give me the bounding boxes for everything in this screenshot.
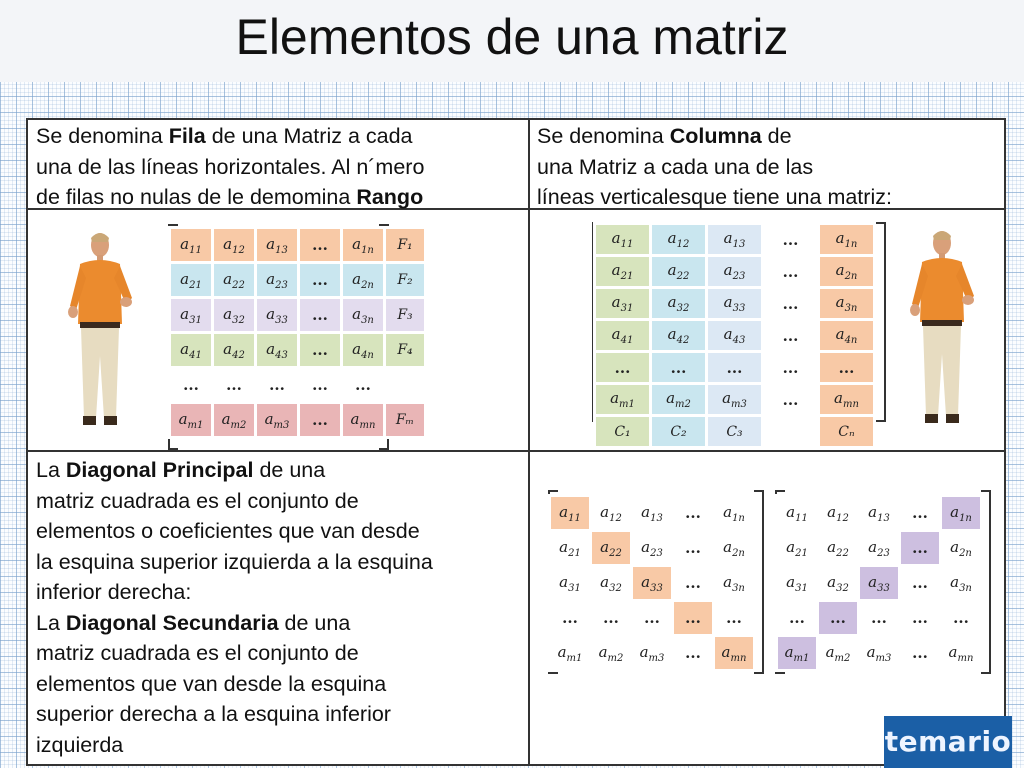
matrix-row-2	[171, 264, 424, 296]
col-matrix-row-2	[596, 257, 873, 286]
element-a11: $a_{11}$	[180, 234, 202, 256]
columna-line-3: líneas verticalesque tiene una matriz:	[537, 185, 892, 209]
element-a1n: $a_{1n}$	[820, 225, 873, 254]
element-a22: $a_{22}$	[827, 537, 849, 559]
ellipsis: ...	[312, 271, 328, 289]
element-a2n: $a_{2n}$	[723, 537, 745, 559]
ellipsis: ...	[782, 294, 799, 313]
element-a31: $a_{31}$	[596, 289, 649, 318]
element-a31: $a_{31}$	[786, 572, 808, 594]
diagonal-line-6: La Diagonal Secundaria de una	[36, 610, 351, 635]
element-am1: $a_{m1}$	[596, 385, 649, 414]
sd-row-3	[778, 567, 980, 599]
secondary-diagonal-ellipsis: ...	[901, 532, 939, 564]
ellipsis: ...	[312, 411, 328, 429]
diagonal-line-10: izquierda	[36, 732, 124, 757]
element-a3n: $a_{3n}$	[820, 289, 873, 318]
fila-line-1: Se denomina Fila de una Matriz a cada	[36, 124, 413, 148]
md-row-1	[551, 497, 753, 529]
element-a41: $a_{41}$	[180, 339, 202, 361]
col-matrix-row-1	[596, 225, 873, 254]
column-label-c2: C₂	[652, 417, 705, 446]
matrix-rows	[168, 226, 427, 439]
ellipsis: ...	[782, 390, 799, 409]
sd-row-1	[778, 497, 980, 529]
ellipsis: ...	[685, 574, 701, 592]
element-am3: $a_{m3}$	[639, 642, 665, 664]
element-a21: $a_{21}$	[559, 537, 581, 559]
ellipsis: ...	[685, 644, 701, 662]
element-a42: $a_{42}$	[223, 339, 245, 361]
row-label-f2: F₂	[397, 272, 413, 288]
ellipsis: ...	[726, 609, 742, 627]
element-a23: $a_{23}$	[266, 269, 288, 291]
element-a13: $a_{13}$	[641, 502, 663, 524]
element-a12: $a_{12}$	[600, 502, 622, 524]
columna-definition	[537, 121, 892, 213]
md-row-dots	[551, 602, 753, 634]
element-a1n: $a_{1n}$	[723, 502, 745, 524]
diagonal-line-2: matriz cuadrada es el conjunto de	[36, 488, 359, 513]
presenter-figure-right	[906, 226, 978, 436]
element-a2n: $a_{2n}$	[950, 537, 972, 559]
element-a4n: $a_{4n}$	[352, 339, 374, 361]
element-a3n: $a_{3n}$	[950, 572, 972, 594]
element-a31: $a_{31}$	[180, 304, 202, 326]
ellipsis: ...	[652, 353, 705, 382]
element-am2: $a_{m2}$	[221, 409, 247, 431]
element-a23: $a_{23}$	[868, 537, 890, 559]
element-a13: $a_{13}$	[266, 234, 288, 256]
row-label-fm: Fₘ	[395, 412, 415, 428]
ellipsis: ...	[603, 609, 619, 627]
md-row-2	[551, 532, 753, 564]
element-a12: $a_{12}$	[223, 234, 245, 256]
diagonal-line-3: elementos o coeficientes que van desde	[36, 519, 420, 543]
element-a3n: $a_{3n}$	[352, 304, 374, 326]
diagonal-line-1: La Diagonal Principal de una	[36, 458, 326, 482]
sd-row-dots	[778, 602, 980, 634]
ellipsis: ...	[782, 326, 799, 345]
diagonal-element-a11: $a_{11}$	[551, 497, 589, 529]
ellipsis: ...	[685, 504, 701, 522]
presenter-figure-left	[64, 228, 136, 438]
secondary-diagonal-element-a33: $a_{33}$	[860, 567, 898, 599]
diagonal-ellipsis: ...	[674, 602, 712, 634]
ellipsis: ...	[708, 353, 761, 382]
sd-row-m	[778, 637, 980, 669]
element-a41: $a_{41}$	[596, 321, 649, 350]
element-a32: $a_{32}$	[827, 572, 849, 594]
ellipsis: ...	[782, 230, 799, 249]
ellipsis: ...	[644, 609, 660, 627]
element-am1: $a_{m1}$	[178, 409, 204, 431]
matrix-row-3	[171, 299, 424, 331]
element-am2: $a_{m2}$	[598, 642, 624, 664]
element-a43: $a_{43}$	[266, 339, 288, 361]
matrix-row-4	[171, 334, 424, 366]
col-matrix-row-dots	[596, 353, 873, 382]
ellipsis: ...	[312, 376, 328, 394]
element-a11: $a_{11}$	[596, 225, 649, 254]
element-a23: $a_{23}$	[641, 537, 663, 559]
element-amn: $a_{mn}$	[350, 409, 376, 431]
sd-row-2	[778, 532, 980, 564]
element-am3: $a_{m3}$	[264, 409, 290, 431]
ellipsis: ...	[782, 358, 799, 377]
matrix-secondary-diagonal	[775, 494, 983, 672]
ellipsis: ...	[685, 539, 701, 557]
element-a13: $a_{13}$	[868, 502, 890, 524]
element-am1: $a_{m1}$	[557, 642, 583, 664]
element-a21: $a_{21}$	[786, 537, 808, 559]
row-label-empty	[386, 369, 424, 401]
diagonal-element-amn: $a_{mn}$	[715, 637, 753, 669]
md-row-m	[551, 637, 753, 669]
table-row-divider-2	[26, 450, 1006, 452]
col-matrix-labels	[596, 417, 873, 446]
element-a32: $a_{32}$	[223, 304, 245, 326]
element-amn: $a_{mn}$	[820, 385, 873, 414]
columna-line-2: una Matriz a cada una de las	[537, 154, 814, 179]
element-a43: $a_{43}$	[708, 321, 761, 350]
diagonal-definition	[36, 455, 433, 760]
page-title: Elementos de una matriz	[235, 9, 789, 65]
diagonal-line-9: superior derecha a la esquina inferior	[36, 702, 391, 726]
col-matrix-row-4	[596, 321, 873, 350]
element-a31: $a_{31}$	[559, 572, 581, 594]
ellipsis: ...	[596, 353, 649, 382]
matrix-main-diagonal	[548, 494, 756, 672]
element-a11: $a_{11}$	[786, 502, 808, 524]
col-matrix-row-3	[596, 289, 873, 318]
ellipsis: ...	[562, 609, 578, 627]
ellipsis: ...	[953, 609, 969, 627]
matrix-row-dots	[171, 369, 424, 401]
ellipsis: ...	[912, 574, 928, 592]
element-a33: $a_{33}$	[708, 289, 761, 318]
matrix-columns	[593, 222, 876, 449]
element-a32: $a_{32}$	[600, 572, 622, 594]
column-label-cn: Cₙ	[820, 417, 873, 446]
element-a42: $a_{42}$	[652, 321, 705, 350]
element-am3: $a_{m3}$	[708, 385, 761, 414]
diagonal-line-8: elementos que van desde la esquina	[36, 671, 387, 696]
fila-line-3: de filas no nulas de le demomina Rango	[36, 185, 424, 209]
ellipsis: ...	[226, 376, 242, 394]
element-am3: $a_{m3}$	[866, 642, 892, 664]
ellipsis: ...	[871, 609, 887, 627]
fila-line-2: una de las líneas horizontales. Al n´mero	[36, 154, 425, 179]
matrix-row-m	[171, 404, 424, 436]
element-a13: $a_{13}$	[708, 225, 761, 254]
col-matrix-row-m	[596, 385, 873, 414]
element-a22: $a_{22}$	[652, 257, 705, 286]
ellipsis: ...	[312, 306, 328, 324]
diagonal-element-a22: $a_{22}$	[592, 532, 630, 564]
ellipsis: ...	[183, 376, 199, 394]
column-label-c1: C₁	[596, 417, 649, 446]
element-a21: $a_{21}$	[180, 269, 202, 291]
ellipsis: ...	[782, 262, 799, 281]
ellipsis: ...	[312, 236, 328, 254]
fila-definition	[36, 121, 424, 213]
column-label-c3: C₃	[708, 417, 761, 446]
columna-line-1: Se denomina Columna de	[537, 124, 792, 148]
ellipsis: ...	[312, 341, 328, 359]
ellipsis: ...	[789, 609, 805, 627]
column-label-empty	[764, 417, 817, 446]
diagonal-line-5: inferior derecha:	[36, 580, 192, 604]
secondary-diagonal-element-am1: $a_{m1}$	[778, 637, 816, 669]
ellipsis: ...	[912, 644, 928, 662]
element-a12: $a_{12}$	[827, 502, 849, 524]
ellipsis: ...	[912, 504, 928, 522]
element-a2n: $a_{2n}$	[820, 257, 873, 286]
element-a4n: $a_{4n}$	[820, 321, 873, 350]
element-amn: $a_{mn}$	[948, 642, 974, 664]
element-am2: $a_{m2}$	[825, 642, 851, 664]
element-a3n: $a_{3n}$	[723, 572, 745, 594]
row-label-f3: F₃	[397, 307, 413, 323]
diagonal-line-7: matriz cuadrada es el conjunto de	[36, 641, 359, 665]
md-row-3	[551, 567, 753, 599]
matrix-columns-right-bracket	[876, 222, 886, 422]
secondary-diagonal-ellipsis: ...	[819, 602, 857, 634]
ellipsis: ...	[820, 353, 873, 382]
matrix-row-1	[171, 229, 424, 261]
element-a33: $a_{33}$	[266, 304, 288, 326]
element-a2n: $a_{2n}$	[352, 269, 374, 291]
element-am2: $a_{m2}$	[652, 385, 705, 414]
element-a32: $a_{32}$	[652, 289, 705, 318]
ellipsis: ...	[355, 376, 371, 394]
table-column-divider	[528, 118, 530, 766]
element-a21: $a_{21}$	[596, 257, 649, 286]
ellipsis: ...	[912, 609, 928, 627]
diagonal-element-a33: $a_{33}$	[633, 567, 671, 599]
element-a23: $a_{23}$	[708, 257, 761, 286]
diagonal-line-4: la esquina superior izquierda a la esquina	[36, 549, 433, 574]
element-a1n: $a_{1n}$	[352, 234, 374, 256]
temario-button[interactable]: temario	[884, 716, 1012, 768]
element-a22: $a_{22}$	[223, 269, 245, 291]
secondary-diagonal-element-a1n: $a_{1n}$	[942, 497, 980, 529]
row-label-f4: F₄	[397, 342, 413, 358]
row-label-f1: F₁	[397, 237, 413, 253]
ellipsis: ...	[269, 376, 285, 394]
element-a12: $a_{12}$	[652, 225, 705, 254]
